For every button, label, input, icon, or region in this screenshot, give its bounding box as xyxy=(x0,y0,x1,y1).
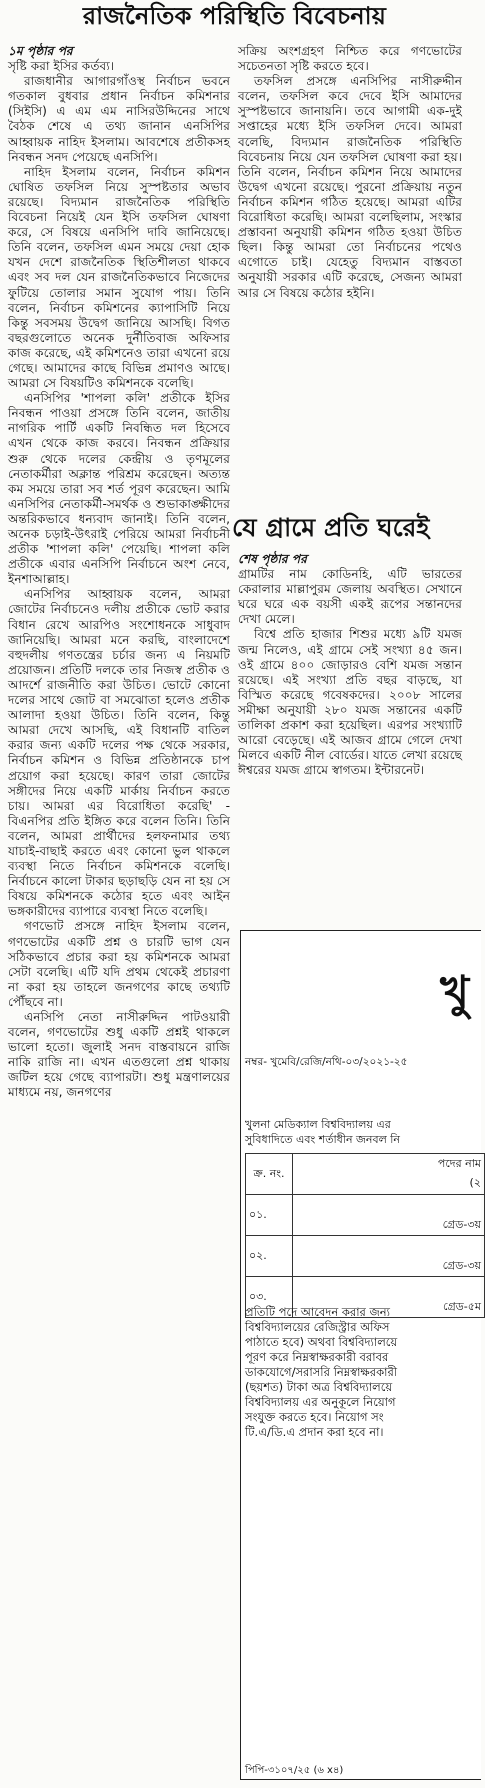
table-cell-number: ০৩. xyxy=(246,1277,293,1318)
article-paragraph: গ্রামটির নাম কোডিনহি, এটি ভারতের কেরালার মাল্লাপুরম জেলায় অবস্থিত। সেখানে ঘরে ঘরে এক বয়সী একই রূপের সন্তানদের দেখা মেলে। xyxy=(238,567,462,627)
table-row xyxy=(246,1195,485,1236)
article-paragraph: এনসিপির 'শাপলা কলি' প্রতীকে ইসির নিবন্ধন পাওয়া প্রসঙ্গে তিনি বলেন, জাতীয় নাগরিক পার্টি একটি নিবন্ধিত দল হিসেবে এখন থেকে কাজ করবে। নিবন্ধন প্রক্রিয়ার শুরু থেকে দলের কেন্দ্রীয় ও তৃণমূলের নেতাকর্মীরা অক্লান্ত পরিশ্রম করেছেন। অত্যন্ত কম সময়ে তারা সব শর্ত পূরণ করেছেন। আমি এনসিপির নেতাকর্মী-সমর্থক ও শুভাকাঙ্ক্ষীদের অন্তরিকভাবে ধন্যবাদ জানাই। তিনি বলেন, অনেক চড়াই-উৎরাই পেরিয়ে আমরা নির্বাচনী প্রতীক 'শাপলা কলি' পেয়েছি। শাপলা কলি প্রতীকে এবার এনসিপি নির্বাচনে অংশ নেবে, ইনশাআল্লাহ। xyxy=(8,391,230,587)
table-row xyxy=(246,1236,485,1277)
article-paragraph: এনসিপি নেতা নাসীরুদ্দিন পাটওয়ারী বলেন, গণভোটের শুধু একটি প্রশ্নই থাকলে ভালো হতো। জুলাই সনদ বাস্তবায়নে রাজি নাকি রাজি না। এখন এতগুলো প্রশ্ন থাকায় জটিল হয়ে গেছে ব্যাপারটা। শুধু মন্ত্রণালয়ের মাধ্যমে নয়, জনগণের xyxy=(8,1010,230,1100)
ad-line: বিশ্ববিদ্যালয় এর অনুকূলে নিয়োগ xyxy=(245,1395,396,1409)
article-paragraph: বিশ্বে প্রতি হাজার শিশুর মধ্যে ৯টি যমজ জন্ম নিলেও, এই গ্রামে সেই সংখ্যা ৪৫ জন। ওই গ্রামে ৪০০ জোড়ারও বেশি যমজ সন্তান রয়েছে। এই সংখ্যা প্রতি বছর বাড়ছে, যা বিস্মিত করেছে গবেষকদের। ২০০৮ সালের সমীক্ষা অনুযায়ী ২৮০ যমজ সন্তানের একটি তালিকা প্রকাশ করা হয়েছিল। এরপর সংখ্যাটি আরো বেড়েছে। এই আজব গ্রামে গেলে দেখা মিলবে একটি নীল বোর্ডের। যাতে লেখা রয়েছে ঈশ্বরের যমজ গ্রামে স্বাগতম। ইন্টারনেট। xyxy=(238,627,462,778)
ad-post-table xyxy=(245,1153,485,1318)
table-header xyxy=(293,1154,485,1195)
ad-instructions xyxy=(245,1305,481,1440)
ad-line: টি.এ/ডি.এ প্রদান করা হবে না। xyxy=(245,1425,384,1439)
table-header: ক্র. নং. xyxy=(246,1154,293,1195)
article-paragraph: এনসিপির আহ্বায়ক বলেন, আমরা জোটের নির্বাচনেও দলীয় প্রতীকে ভোট করার বিধান রেখে আরপিও সংশোধনকে সাধুবাদ জানিয়েছি। আমরা মনে করছি, বাংলাদেশে বহুদলীয় গণতন্ত্রের চর্চার জন্য এ নিয়মটি প্রয়োজন। প্রতিটি দলকে তার নিজস্ব প্রতীক ও আদর্শে রাজনীতি করা উচিত। ভোটে কোনো দলের সাথে জোট বা সমঝোতা হলেও প্রতীক আলাদা হওয়া উচিত। তিনি বলেন, কিন্তু আমরা দেখে আসছি, এই বিধানটি বাতিল করার জন্য একটি দলের পক্ষ থেকে সরকার, নির্বাচন কমিশন ও বিভিন্ন প্রতিষ্ঠানকে চাপ প্রয়োগ করা হয়েছে। কারণ তারা জোটের সঙ্গীদের নিয়ে একটি মার্কায় নির্বাচন করতে চায়। আমরা এর বিরোধিতা করেছি' - বিএনপির প্রতি ইঙ্গিত করে বলেন তিনি। তিনি বলেন, আমরা প্রার্থীদের হলফনামার তথ্য যাচাই-বাছাই করতে এবং কোনো ভুল থাকলে ব্যবস্থা নিতে নির্বাচন কমিশনকে বলেছি। নির্বাচনে কালো টাকার ছড়াছড়ি যেন না হয় সে বিষয়ে কমিশনকে কঠোর হতে এবং আইন ভঙ্গকারীদের ব্যাপারে ব্যবস্থা নিতে বলেছি। xyxy=(8,587,230,919)
article-paragraph: সৃষ্টি করা ইসির কর্তব্য। xyxy=(8,59,115,74)
ad-line: পূরণ করে নিম্নস্বাক্ষরকারী বরাবর xyxy=(245,1350,389,1364)
ad-line: বিশ্ববিদ্যালয়ের রেজিস্ট্রার অফিস xyxy=(245,1320,390,1334)
ad-intro-line: খুলনা মেডিক্যাল বিশ্ববিদ্যালয় এর xyxy=(245,1118,391,1131)
ad-line: প্রতিটি পদে আবেদন করার জন্য xyxy=(245,1305,391,1319)
table-header-text: পদের নাম xyxy=(437,1157,481,1170)
article2-column xyxy=(238,552,462,892)
article2-headline: যে গ্রামে প্রতি ঘরেই xyxy=(232,513,430,542)
ad-line: সংযুক্ত করতে হবে। নিয়োগ সং xyxy=(245,1410,384,1424)
ad-title-fragment: খু xyxy=(440,967,469,1018)
ad-reference-number: নম্বর- খুমেবি/রেজি/নথি-০৩/২০২১-২৫ xyxy=(245,1056,408,1068)
table-cell-grade: গ্রেড-৫ম xyxy=(293,1277,485,1318)
article-paragraph: রাজধানীর আগারগাঁওস্থ নির্বাচন ভবনে গতকাল বুধবার প্রধান নির্বাচন কমিশনার (সিইসি) এ এম এম নাসিরউদ্দিনের সাথে বৈঠক শেষে এ তথ্য জানান এনসিপির আহ্বায়ক নাহিদ ইসলাম। আবশেষে প্রতীকসহ নিবন্ধন সনদ পেয়েছে এনসিপি। xyxy=(8,74,230,164)
job-advertisement xyxy=(240,930,481,1780)
ad-intro xyxy=(245,1117,481,1147)
article-paragraph: নাহিদ ইসলাম বলেন, নির্বাচন কমিশন ঘোষিত তফসিল নিয়ে সুস্পষ্টতার অভাব রয়েছে। বিদ্যমান রাজনৈতিক পরিস্থিতি বিবেচনা নিয়েই যেন ইসি তফসিল ঘোষণা করে, সে বিষয়ে এনসিপি দাবি জানিয়েছে। তিনি বলেন, তফসিল এমন সময়ে দেয়া হোক যখন দেশে রাজনৈতিক স্থিতিশীলতা থাকবে এবং সব দল যেন রাজনৈতিকভাবে নিজেদের ফুটিয়ে তোলার সমান সুযোগ পায়। তিনি বলেন, নির্বাচন কমিশনের ক্যাপাসিটি নিয়ে কিন্তু সবসময় উদ্বেগ জানিয়ে আসছি। বিগত বছরগুলোতে অনেক দুর্নীতিবাজ অফিসার কাজ করেছে, এই কমিশনেও তারা এখনো রয়ে গেছে। আমাদের কাছে বিভিন্ন প্রমাণও আছে। আমরা সে বিষয়টিও কমিশনকে বলেছি। xyxy=(8,164,230,391)
ad-line: পাঠাতে হবে) অথবা বিশ্ববিদ্যালয়ে xyxy=(245,1335,398,1349)
ad-line: (ছয়শত) টাকা অত্র বিশ্ববিদ্যালয়ে xyxy=(245,1380,393,1394)
article-paragraph: গণভোট প্রসঙ্গে নাহিদ ইসলাম বলেন, গণভোটের একটি প্রশ্ন ও চারটি ভাগ যেন সঠিকভাবে প্রচার করা হয় কমিশনকে আমরা সেটা বলেছি। এটি যদি প্রথম থেকেই প্রচারণা না করা হয় তাহলে জনগণের কাছে তথ্যটি পৌঁছবে না। xyxy=(8,919,230,1009)
headline: রাজনৈতিক পরিস্থিতি বিবেচনায় xyxy=(82,2,387,30)
article-column-right xyxy=(238,44,462,504)
table-header-text: (২ xyxy=(469,1176,481,1189)
dateline: শেষ পৃষ্ঠার পর xyxy=(238,552,307,566)
article-paragraph: তফসিল প্রসঙ্গে এনসিপির নাসীরুদ্দীন বলেন, তফসিল কবে দেবে ইসি আমাদের সুস্পষ্টভাবে জানায়নি। তবে আগামী এক-দুই সপ্তাহের মধ্যে ইসি তফসিল দেবে। আমরা বলেছি, বিদ্যমান রাজনৈতিক পরিস্থিতি বিবেচনায় নিয়ে যেন তফসিল ঘোষণা করা হয়। তিনি বলেন, নির্বাচন কমিশন নিয়ে আমাদের উদ্বেগ এখনো রয়েছে। পুরনো প্রক্রিয়ায় নতুন নির্বাচন কমিশন গঠিত হয়েছে। আমরা এটির বিরোধিতা করেছি। আমরা বলেছিলাম, সংস্কার প্রস্তাবনা অনুযায়ী কমিশন গঠিত হওয়া উচিত ছিল। কিন্তু আমরা তো নির্বাচনের পথেও এগোতে চাই। যেহেতু বিদ্যমান বাস্তবতা অনুযায়ী সরকার এটি করেছে, সেজন্য আমরা আর সে বিষয়ে কঠোর হইনি। xyxy=(238,74,462,300)
ad-line: ডাকযোগে/সরাসরি নিম্নস্বাক্ষরকারী xyxy=(245,1365,398,1379)
ad-intro-line: সুবিধাদিতে এবং শর্তাধীন জনবল নি xyxy=(245,1133,400,1146)
table-cell-number: ০২. xyxy=(246,1236,293,1277)
article-column-left xyxy=(8,44,230,1788)
table-cell-grade: গ্রেড-৩য় xyxy=(293,1236,485,1277)
dateline: ১ম পৃষ্ঠার পর xyxy=(8,44,73,58)
table-cell-grade: গ্রেড-৩য় xyxy=(293,1195,485,1236)
table-cell-number: ০১. xyxy=(246,1195,293,1236)
ad-code: পিপি-৩১০৭/২৫ (৬ x৪) xyxy=(245,1765,344,1776)
article-paragraph: সক্রিয় অংশগ্রহণ নিশ্চিত করে গণভোটের সচেতনতা সৃষ্টি করতে হবে। xyxy=(238,44,462,74)
table-header-row xyxy=(246,1154,485,1195)
